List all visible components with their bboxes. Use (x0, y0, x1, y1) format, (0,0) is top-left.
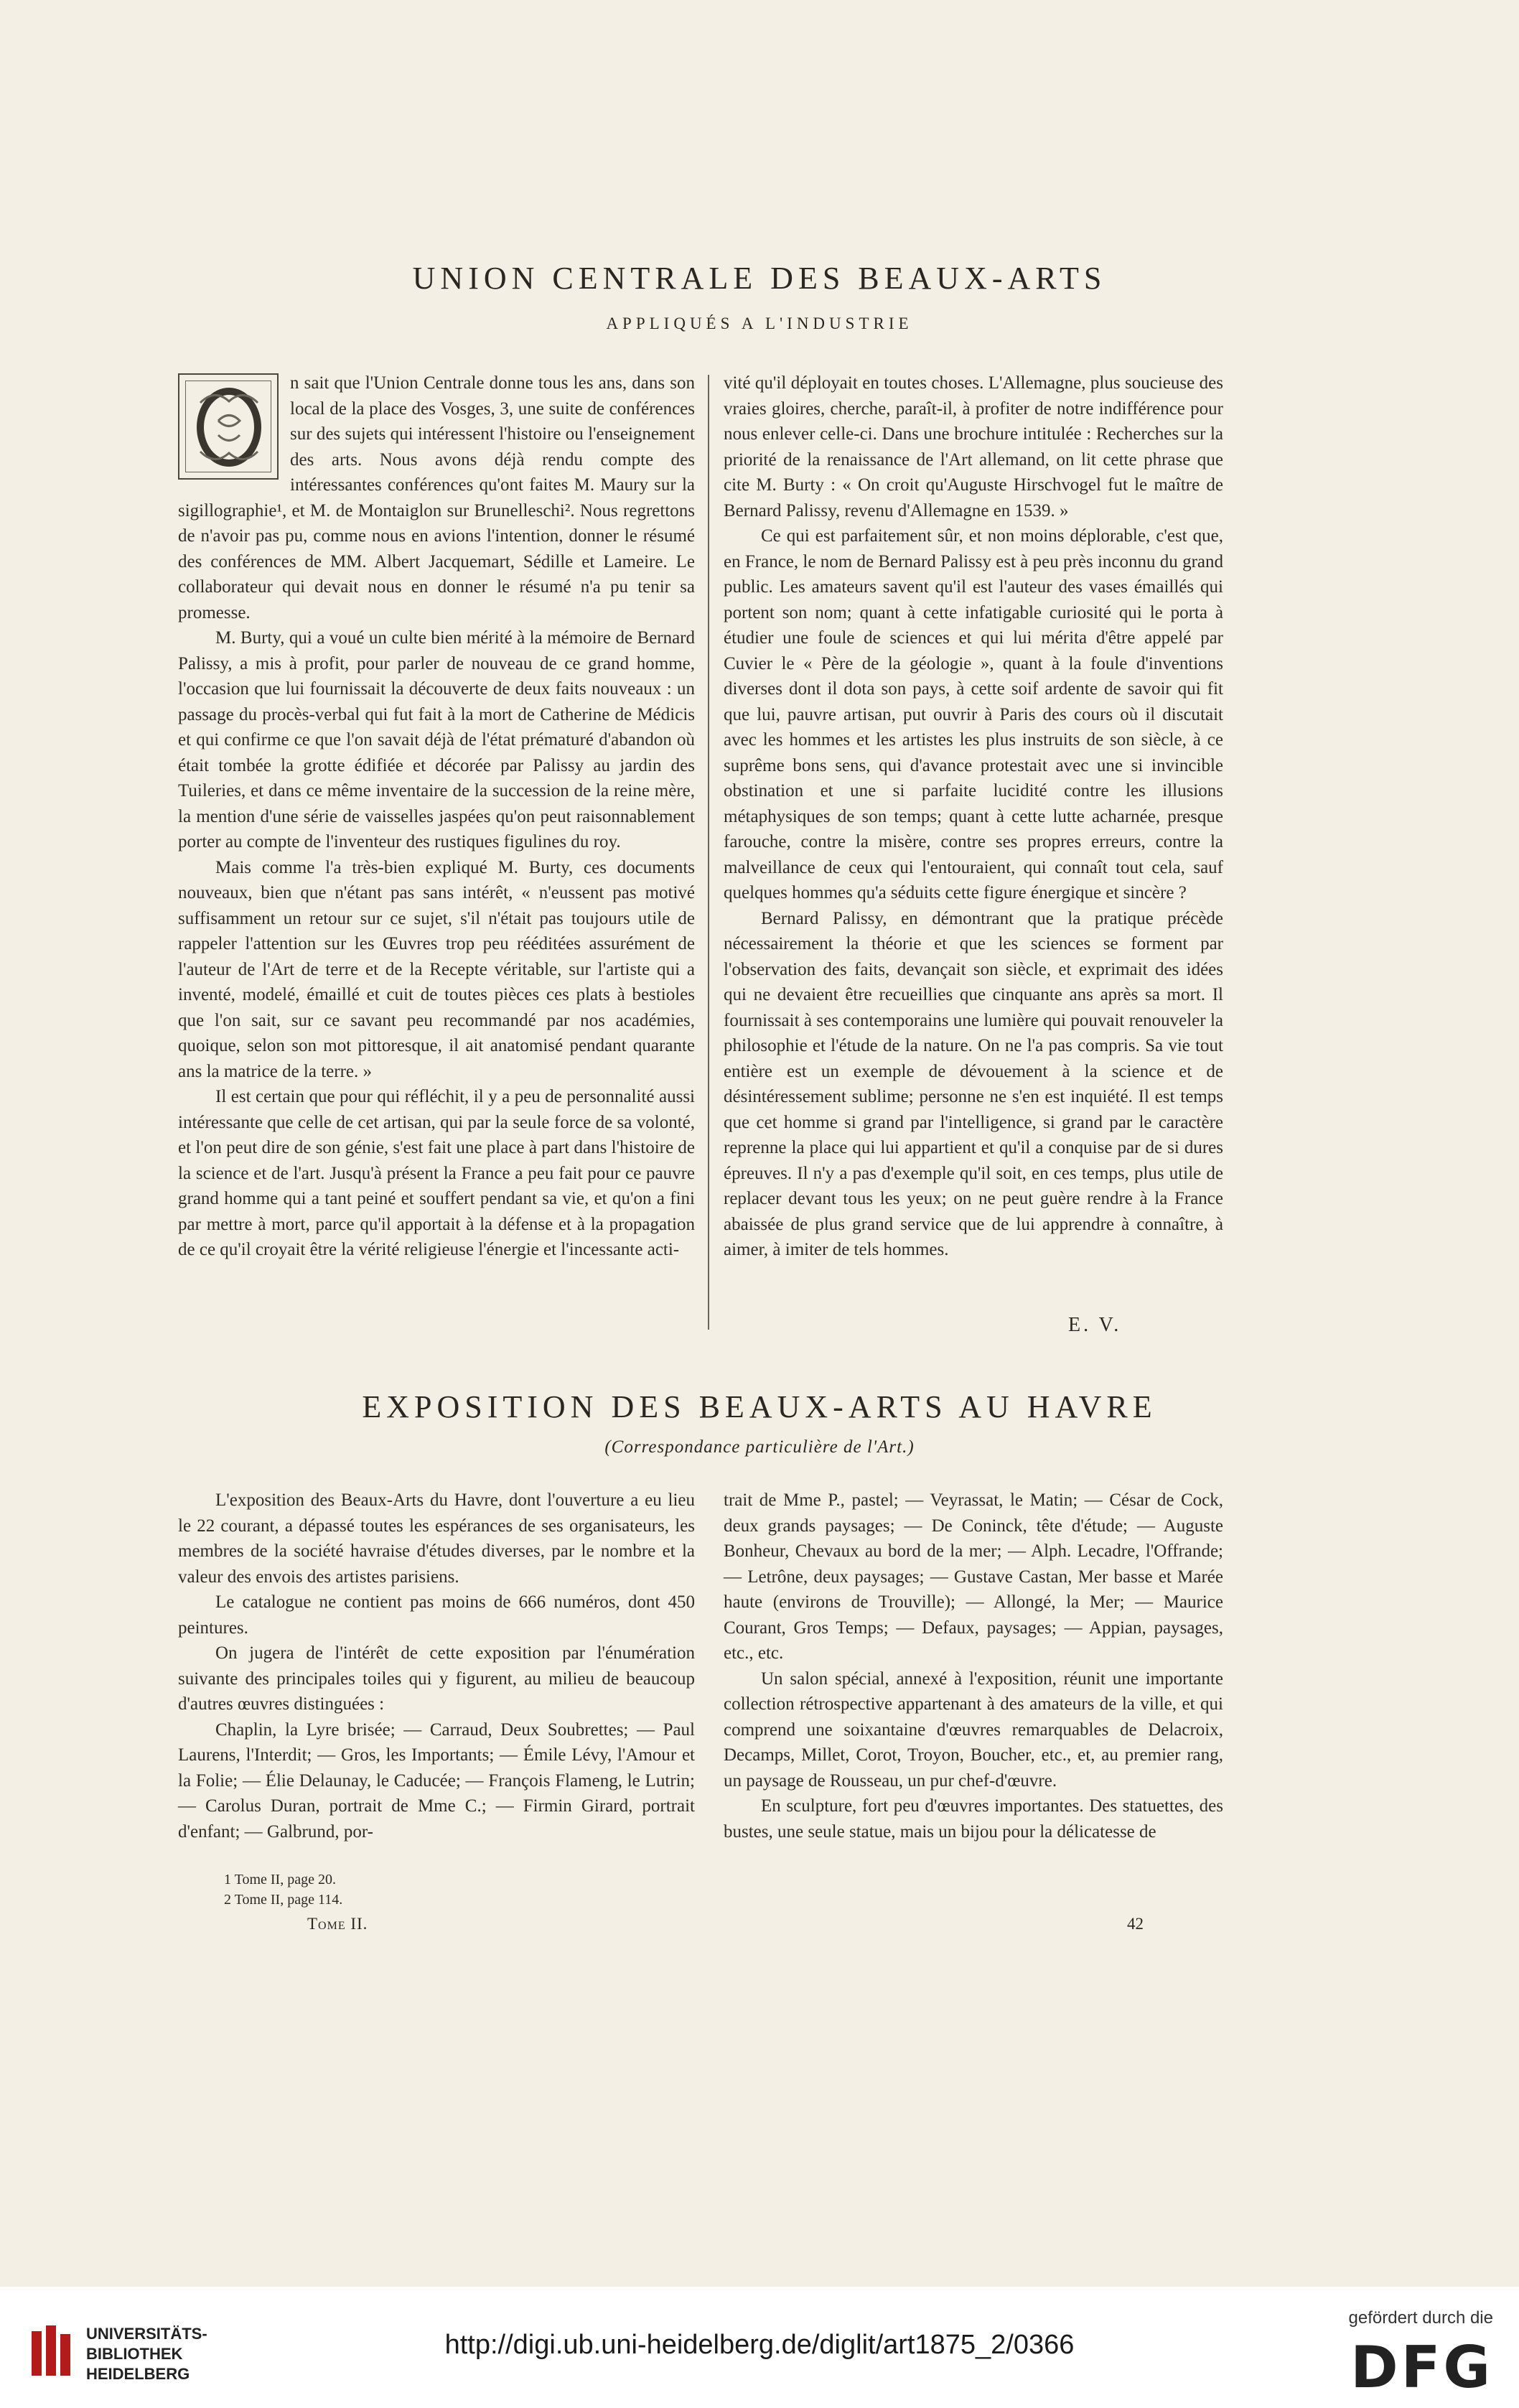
dfg-logo: DFG (1350, 2334, 1493, 2401)
paragraph: Un salon spécial, annexé à l'exposition, réunit une importante collection rétrospective appartenant à des amateurs de la ville, et qui comprend une soixantaine d'œuvres remarquables de Delacroix, Decamps, Millet, Corot, Troyon, Boucher, etc., et, au premier rang, un paysage de Rousseau, un pur chef-d'œuvre. (724, 1669, 1223, 1791)
article-title: EXPOSITION DES BEAUX-ARTS AU HAVRE (362, 1389, 1157, 1424)
paragraph: Mais comme l'a très-bien expliqué M. Burty, ces documents nouveaux, bien que n'étant pas sans intérêt, « n'eussent pas motivé suffisamment un retour sur ce sujet, s'il n'était pas toujours utile de rappeler l'attention sur les Œuvres trop peu rééditées assurément de l'auteur de l'Art de terre et de la Recepte véritable, sur l'artiste qui a inventé, modelé, émaillé et cuit de toutes pièces ces plats à bestioles que l'on sait, sur ce savant peu recommandé par nos académies, quoique, selon son mot pittoresque, il ait anatomisé pendant quarante ans la matrice de la terre. » (178, 857, 695, 1081)
paragraph: n sait que l'Union Centrale donne tous les ans, dans son local de la place des Vosges, 3, une suite de conférences sur des sujets qui intéressent l'histoire ou l'enseignement des arts. Nous avons déjà rendu compte des intéressantes conférences qu'ont faites M. Maury sur la sigillographie¹, et M. de Montaiglon sur Brunelleschi². Nous regrettons de n'avoir pas pu, comme nous en avions l'intention, donner le résumé des conférences de MM. Albert Jacquemart, Sédille et Lameire. Le collaborateur qui devait nous en donner le résumé n'a pu tenir sa promesse. (178, 373, 695, 622)
paragraph: vité qu'il déployait en toutes choses. L'Allemagne, plus soucieuse des vraies gloires, cherche, paraît-il, à profiter de notre indifférence pour nous enlever celle-ci. Dans une brochure intitulée : Recherches sur la priorité de la renaissance de l'Art allemand, on lit cette phrase que cite M. Burty : « On croit qu'Auguste Hirschvogel fut le maître de Bernard Palissy, revenu d'Allemagne en 1539. » (724, 373, 1223, 521)
funding-note: gefördert durch die (1348, 2308, 1493, 2328)
article1-right-column (724, 370, 1223, 1263)
paragraph: trait de Mme P., pastel; — Veyrassat, le Matin; — César de Cock, deux grands paysages; — De Coninck, tête d'étude; — Auguste Bonheur, Chevaux au bord de la mer; — Alph. Lecadre, l'Offrande; — Letrône, deux paysages; — Gustave Castan, Mer basse et Marée haute (environs de Trouville); — Allongé, la Mer; — Maurice Courant, Gros Temps; — Defaux, paysages; — Appian, paysages, etc., etc. (724, 1490, 1223, 1663)
paragraph: Il est certain que pour qui réfléchit, il y a peu de personnalité aussi intéressante que celle de cet artisan, qui par la seule force de sa volonté, et l'on peut dire de son génie, s'est fait une place à part dans l'histoire de la science et de l'art. Jusqu'à présent la France a peu fait pour ce pauvre grand homme qui a tant peiné et souffert pendant sa vie, et qu'on a fini par mettre à mort, parce qu'il apportait à la défense et à la propagation de ce qu'il croyait être la vérité religieuse l'énergie et l'incessante acti- (178, 1087, 695, 1259)
library-name: UNIVERSITÄTS- BIBLIOTHEK HEIDELBERG (86, 2325, 207, 2383)
article-subtitle: APPLIQUÉS A L'INDUSTRIE (606, 314, 913, 332)
paragraph: Chaplin, la Lyre brisée; — Carraud, Deux Soubrettes; — Paul Laurens, l'Interdit; — Gros, les Importants; — Émile Lévy, l'Amour et la Folie; — Élie Delaunay, le Caducée; — François Flameng, le Lutrin; — Carolus Duran, portrait de Mme C.; — Firmin Girard, portrait d'enfant; — Galbrund, por- (178, 1719, 695, 1842)
article1-left-column (178, 370, 695, 1263)
source-url-link[interactable]: http://digi.ub.uni-heidelberg.de/diglit/art1875_2/0366 (444, 2330, 1075, 2360)
article2-right-column (724, 1488, 1223, 1844)
paragraph: Bernard Palissy, en démontrant que la pratique précède nécessairement la théorie et que les sciences se forment par l'observation des faits, devançait son siècle, et exprimait des idées qui ne devaient être recueillies que cinquante ans après sa mort. Il fournissait à ses contemporains une lumière qui pouvait renouveler la philosophie et l'étude de la nature. On ne l'a pas compris. Sa vie tout entière est un exemple de dévouement à la science et de désintéressement sublime; personne ne s'en est inquiété. Il est temps que cet homme si grand par l'intelligence, si grand par le caractère reprenne la place qui lui appartient et qu'il a conquise par de si dures épreuves. Il n'y a pas d'exemple qu'il soit, en ces temps, plus utile de replacer devant tous les yeux; on ne peut guère rendre à la France abaissée de plus grand service que de lui apprendre à connaître, à aimer, à imiter de tels hommes. (724, 908, 1223, 1259)
paragraph: Ce qui est parfaitement sûr, et non moins déplorable, c'est que, en France, le nom de Bernard Palissy est à peu près inconnu du grand public. Les amateurs savent qu'il est l'auteur des vases émaillés qui portent son nom; quant à cette infatigable curiosité qui le porta à étudier une foule de sciences et qui lui mérita d'être appelé par Cuvier le « Père de la géologie », quant à la foule d'inventions diverses dont il dota son pays, à cette soif ardente de savoir qui fit que lui, pauvre artisan, put ouvrir à Paris des cours où il discutait avec les hommes et les artistes les plus instruits de son siècle, à ce suprême bons sens, qui d'avance protestait avec une si invincible obstination et une si parfaite lucidité contre les illusions métaphysiques de son temps; quant à cette lutte acharnée, presque farouche, contre la misère, contre ses propres erreurs, contre la malveillance de ceux qui l'entouraient, qui connaît tout cela, sauf quelques hommes qu'a séduits cette figure énergique et sincère ? (724, 526, 1223, 902)
signature: E. V. (1068, 1314, 1122, 1336)
article-subtitle: (Correspondance particulière de l'Art.) (604, 1437, 915, 1457)
paragraph: L'exposition des Beaux-Arts du Havre, dont l'ouverture a eu lieu le 22 courant, a dépassé toutes les espérances de ses organisateurs, les membres de la société havraise d'études diverses, par le nombre et la valeur des envois des artistes parisiens. (178, 1490, 695, 1587)
digitization-footer (0, 2287, 1519, 2408)
article-title: UNION CENTRALE DES BEAUX-ARTS (412, 261, 1107, 296)
column-divider (708, 375, 709, 1330)
volume-label: Tome II. (307, 1915, 368, 1933)
article2-left-column (178, 1488, 695, 1844)
footnote: 1 Tome II, page 20. (224, 1872, 336, 1887)
paragraph: M. Burty, qui a voué un culte bien mérité à la mémoire de Bernard Palissy, a mis à profit, pour parler de nouveau de ce grand homme, l'occasion que lui fournissait la découverte de deux faits nouveaux : un passage du procès-verbal qui fut fait à la mort de Catherine de Médicis et qui confirme ce que l'on savait déjà de l'état prématuré d'abandon où était tombée la grotte édifiée et décorée par Palissy au jardin des Tuileries, et dans ce même inventaire de la succession de la reine mère, la mention d'une série de vaisselles jaspées qu'on peut raisonnablement porter au compte de l'inventeur des rustiques figulines du roy. (178, 628, 695, 851)
page-number: 42 (1127, 1915, 1144, 1933)
drop-cap-ornament (178, 373, 279, 480)
footnote: 2 Tome II, page 114. (224, 1892, 343, 1908)
paragraph: On jugera de l'intérêt de cette exposition par l'énumération suivante des principales toiles qui y figurent, au milieu de beaucoup d'autres œuvres distinguées : (178, 1643, 695, 1714)
paragraph: En sculpture, fort peu d'œuvres importantes. Des statuettes, des bustes, une seule statue, mais un bijou pour la délicatesse de (724, 1796, 1223, 1842)
paragraph: Le catalogue ne contient pas moins de 666 numéros, dont 450 peintures. (178, 1592, 695, 1638)
